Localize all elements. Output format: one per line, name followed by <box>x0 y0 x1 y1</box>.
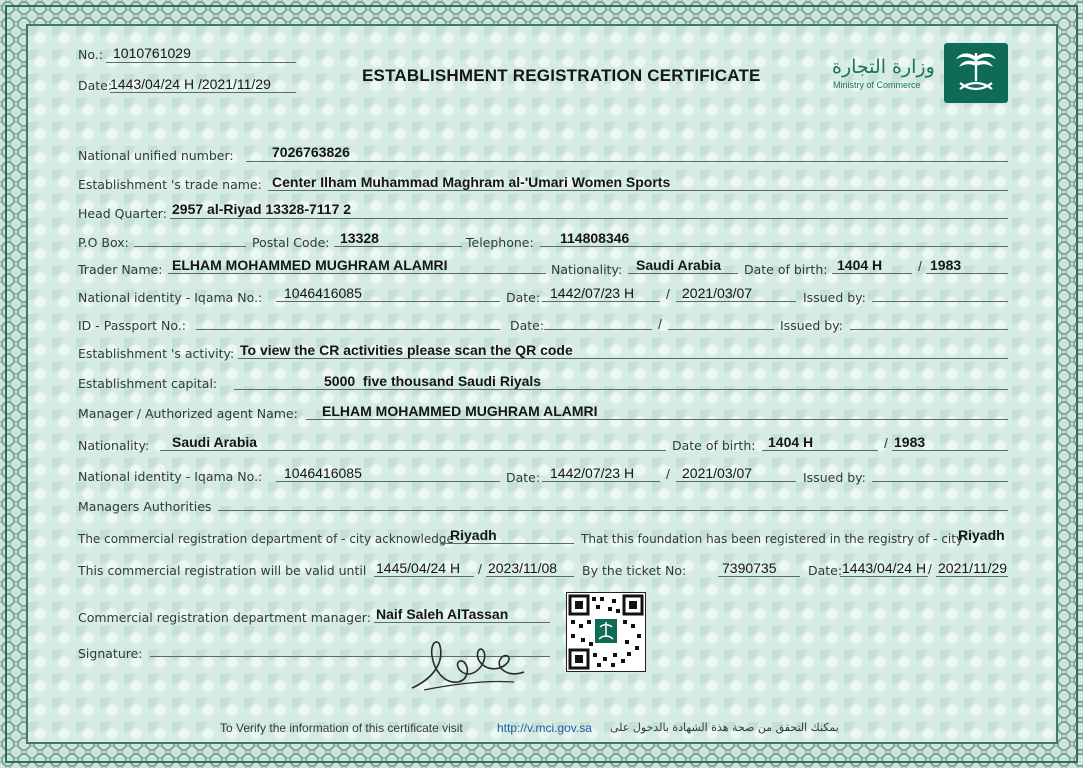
activity-label: Establishment 's activity: <box>78 346 235 361</box>
trader-name-label: Trader Name: <box>78 262 163 277</box>
ticket-date-label: Date: <box>808 563 843 578</box>
manager-label: Manager / Authorized agent Name: <box>78 406 298 421</box>
nid-date-hijri: 1442/07/23 H <box>550 285 635 301</box>
capital-label: Establishment capital: <box>78 376 218 391</box>
ministry-arabic-name: وزارة التجارة <box>832 56 935 78</box>
manager-name: ELHAM MOHAMMED MUGHRAM ALAMRI <box>322 403 598 419</box>
manager-nid-date-separator: / <box>666 466 670 482</box>
certificate-number: 1010761029 <box>113 45 191 61</box>
manager-nid-label: National identity - Iqama No.: <box>78 469 263 484</box>
trader-name: ELHAM MOHAMMED MUGHRAM ALAMRI <box>172 257 448 273</box>
activity: To view the CR activities please scan the QR code <box>240 342 573 358</box>
dept-manager-name: Naif Saleh AlTassan <box>376 606 509 622</box>
date-label: Date: <box>78 78 113 93</box>
manager-dob-label: Date of birth: <box>672 438 756 453</box>
passport-date-separator: / <box>658 316 662 332</box>
verify-text: To Verify the information of this certificate visit <box>220 721 463 735</box>
dept-manager-label: Commercial registration department manager: <box>78 610 371 625</box>
passport-label: ID - Passport No.: <box>78 318 186 333</box>
ticket-date-hijri: 1443/04/24 H <box>842 560 927 576</box>
dob-separator: / <box>918 258 922 274</box>
registry-label: That this foundation has been registered in the registry of - city <box>581 532 964 546</box>
passport-date-label: Date: <box>510 318 545 333</box>
palm-swords-emblem-icon <box>944 43 1008 103</box>
nationality-label: Nationality: <box>551 262 623 277</box>
valid-label: This commercial registration will be valid until <box>78 563 367 578</box>
dob-hijri: 1404 H <box>837 257 883 273</box>
ministry-english-name: Ministry of Commerce <box>833 80 921 90</box>
head-quarter-label: Head Quarter: <box>78 206 167 221</box>
valid-separator: / <box>478 561 482 577</box>
manager-dob-hijri: 1404 H <box>768 434 814 450</box>
capital: 5000 five thousand Saudi Riyals <box>324 373 542 389</box>
ticket-number: 7390735 <box>722 560 777 576</box>
authorities-label: Managers Authorities <box>78 499 212 514</box>
nationality: Saudi Arabia <box>636 257 722 273</box>
ministry-logo <box>944 43 1008 103</box>
telephone-label: Telephone: <box>466 235 534 250</box>
telephone: 114808346 <box>560 230 630 246</box>
manager-nationality-label: Nationality: <box>78 438 150 453</box>
ticket-date-separator: / <box>928 561 932 577</box>
certificate-title: ESTABLISHMENT REGISTRATION CERTIFICATE <box>362 66 761 85</box>
issued-by-label: Issued by: <box>803 290 866 305</box>
nid-date-separator: / <box>666 286 670 302</box>
signature-image <box>404 632 534 694</box>
national-unified-number: 7026763826 <box>272 144 350 160</box>
manager-nid-date-label: Date: <box>506 470 541 485</box>
ticket-date-gregorian: 2021/11/29 <box>938 560 1008 576</box>
trade-name: Center Ilham Muhammad Maghram al-'Umari Women Sports <box>272 174 671 190</box>
manager-nid: 1046416085 <box>284 465 362 481</box>
verify-arabic-text: يمكنك التحقق من صحة هذة الشهادة بالدخول على <box>610 721 839 734</box>
manager-nid-date-gregorian: 2021/03/07 <box>682 465 753 481</box>
manager-nationality: Saudi Arabia <box>172 434 258 450</box>
valid-gregorian: 2023/11/08 <box>488 560 558 576</box>
trade-name-label: Establishment 's trade name: <box>78 177 262 192</box>
ticket-label: By the ticket No: <box>582 563 687 578</box>
po-box-label: P.O Box: <box>78 235 129 250</box>
dob-gregorian: 1983 <box>930 257 962 273</box>
postal-code: 13328 <box>340 230 379 246</box>
passport-issued-by-label: Issued by: <box>780 318 843 333</box>
signature-label: Signature: <box>78 646 143 661</box>
valid-hijri: 1445/04/24 H <box>376 560 461 576</box>
postal-code-label: Postal Code: <box>252 235 330 250</box>
manager-dob-gregorian: 1983 <box>894 434 926 450</box>
nid-date-gregorian: 2021/03/07 <box>682 285 753 301</box>
nid-label: National identity - Iqama No.: <box>78 290 263 305</box>
nid-date-label: Date: <box>506 290 541 305</box>
dept-label: The commercial registration department of - city acknowledge <box>78 532 454 546</box>
nid: 1046416085 <box>284 285 362 301</box>
manager-nid-date-hijri: 1442/07/23 H <box>550 465 635 481</box>
dept-city: Riyadh <box>450 527 497 543</box>
qr-code[interactable] <box>566 592 646 672</box>
verify-url-link[interactable]: http://v.mci.gov.sa <box>497 721 592 735</box>
manager-issued-by-label: Issued by: <box>803 470 866 485</box>
manager-dob-separator: / <box>884 435 888 451</box>
qr-code-icon <box>567 593 645 671</box>
no-label: No.: <box>78 47 103 62</box>
head-quarter: 2957 al-Riyad 13328-7117 2 <box>172 201 352 217</box>
certificate-date: 1443/04/24 H /2021/11/29 <box>110 76 271 92</box>
national-unified-number-label: National unified number: <box>78 148 234 163</box>
registry-city: Riyadh <box>958 527 1005 543</box>
dob-label: Date of birth: <box>744 262 828 277</box>
